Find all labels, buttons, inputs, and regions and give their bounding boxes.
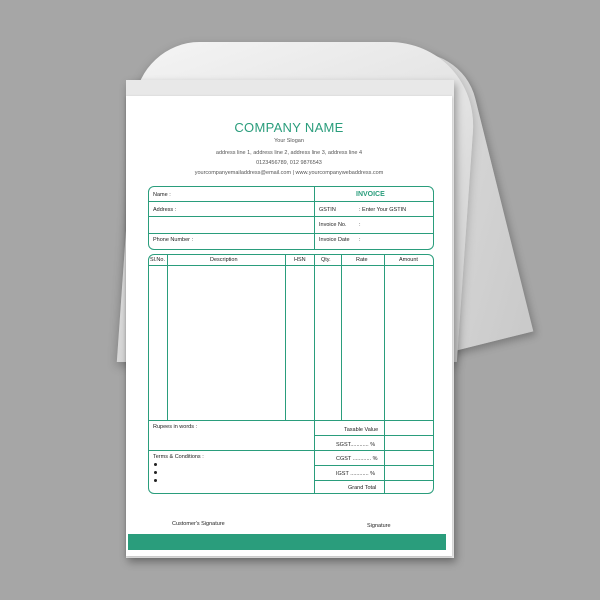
bullet bbox=[154, 463, 157, 466]
column-divider bbox=[285, 254, 286, 420]
address-label: Address : bbox=[153, 207, 177, 213]
name-label: Name : bbox=[153, 192, 171, 198]
totals-rule bbox=[314, 480, 434, 481]
signature-label: Signature bbox=[367, 523, 391, 529]
column-divider bbox=[167, 254, 168, 420]
customer-signature-label: Customer's Signature bbox=[172, 521, 225, 527]
cgst-label: CGST ............ % bbox=[336, 456, 378, 462]
totals-rule bbox=[148, 450, 434, 451]
company-web: yourcompanyemailaddress@email.com | www.yourcompanywebaddress.com bbox=[194, 170, 384, 176]
bullet bbox=[154, 471, 157, 474]
totals-rule bbox=[148, 420, 434, 421]
grand-total-label: Grand Total bbox=[348, 485, 377, 491]
totals-rule bbox=[314, 465, 434, 466]
invoice-date-sep: : bbox=[359, 237, 361, 243]
column-header: Amount bbox=[399, 257, 418, 263]
header-rule bbox=[148, 201, 434, 202]
totals-rule bbox=[314, 435, 434, 436]
invoice-title: INVOICE bbox=[356, 191, 385, 198]
company-name: COMPANY NAME bbox=[234, 120, 344, 135]
phone-label: Phone Number : bbox=[153, 237, 194, 243]
sgst-label: SGST............ % bbox=[336, 442, 376, 448]
header-rule bbox=[148, 233, 434, 234]
igst-label: IGST ............ % bbox=[336, 471, 376, 477]
invoice-date-label: Invoice Date bbox=[319, 237, 350, 243]
column-divider bbox=[384, 254, 385, 494]
column-divider bbox=[341, 254, 342, 420]
column-header: Rate bbox=[356, 257, 368, 263]
terms-label: Terms & Conditions : bbox=[153, 454, 204, 460]
invoice-sheet bbox=[126, 96, 452, 556]
column-header: Sl.No. bbox=[150, 257, 165, 263]
column-header: Qty. bbox=[321, 257, 331, 263]
company-slogan: Your Slogan bbox=[274, 138, 304, 144]
gstin-label: GSTIN bbox=[319, 207, 336, 213]
header-rule bbox=[148, 216, 434, 217]
footer-bar bbox=[128, 534, 446, 550]
column-divider bbox=[314, 254, 315, 494]
company-phones: 0123456789, 012 9876543 bbox=[256, 160, 322, 166]
gstin-value: : Enter Your GSTIN bbox=[359, 207, 407, 213]
column-header: HSN bbox=[294, 257, 306, 263]
table-header-rule bbox=[148, 265, 434, 266]
invoice-no-sep: : bbox=[359, 222, 361, 228]
rupees-in-words-label: Rupees in words : bbox=[153, 424, 198, 430]
column-header: Description bbox=[210, 257, 238, 263]
invoice-no-label: Invoice No. bbox=[319, 222, 347, 228]
taxable-value-label: Taxable Value bbox=[344, 427, 379, 433]
company-address: address line 1, address line 2, address line 3, address line 4 bbox=[215, 150, 363, 156]
header-divider bbox=[314, 186, 315, 250]
bullet bbox=[154, 479, 157, 482]
